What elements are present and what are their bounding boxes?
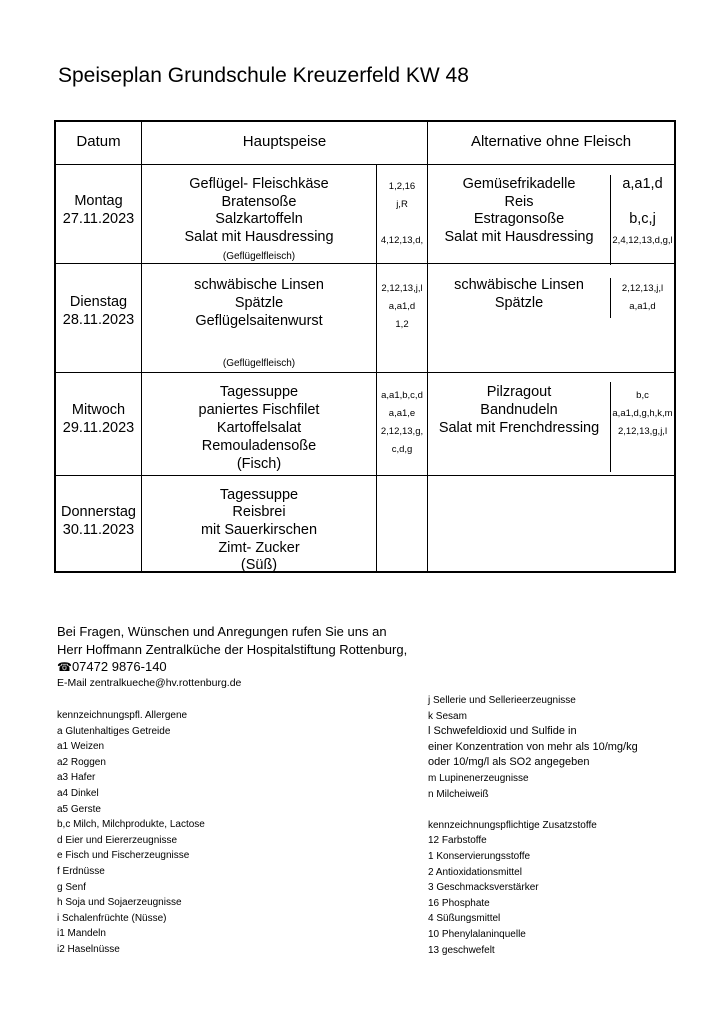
legend-item: m Lupinenerzeugnisse xyxy=(428,772,529,784)
legend-item: 3 Geschmacksverstärker xyxy=(428,882,539,894)
main-dish: Bratensoße xyxy=(221,194,297,210)
legend-item: i2 Haselnüsse xyxy=(57,943,120,955)
legend-item: oder 10/mg/l als SO2 angegeben xyxy=(428,756,590,769)
main-dish: Tagessuppe xyxy=(219,384,299,400)
legend-item: 10 Phenylalaninquelle xyxy=(428,928,526,940)
allergen-code: a,a1,d xyxy=(388,301,416,312)
legend-item: l Schwefeldioxid und Sulfide in xyxy=(428,725,577,738)
legend-item: a2 Roggen xyxy=(57,756,106,768)
legend-item: b,c Milch, Milchprodukte, Lactose xyxy=(57,819,205,831)
alt-dish: Bandnudeln xyxy=(480,402,558,418)
legend-item: 16 Phosphate xyxy=(428,897,490,909)
legend-item: i Schalenfrüchte (Nüsse) xyxy=(57,912,167,924)
main-dish: mit Sauerkirschen xyxy=(200,522,318,538)
contact-line: Bei Fragen, Wünschen und Anregungen rufen Sie uns an xyxy=(57,624,387,639)
main-dish: paniertes Fischfilet xyxy=(198,402,320,418)
legend-item: a Glutenhaltiges Getreide xyxy=(57,725,171,737)
day-date: 28.11.2023 xyxy=(62,312,135,328)
day-name: Mitwoch xyxy=(71,402,126,418)
table-row-divider xyxy=(54,475,676,476)
legend-item: n Milcheiweiß xyxy=(428,788,489,800)
table-divider-main-codes xyxy=(376,164,377,573)
day-name: Donnerstag xyxy=(61,504,136,520)
main-dish: (Süß) xyxy=(240,557,278,573)
legend-item: h Soja und Sojaerzeugnisse xyxy=(57,897,182,909)
main-dish: Salzkartoffeln xyxy=(215,211,303,227)
allergen-code: a,a1,d xyxy=(629,301,656,312)
alt-dish: Spätzle xyxy=(494,295,544,311)
main-dish: Geflügel- Fleischkäse xyxy=(189,176,329,192)
main-dish: Reisbrei xyxy=(232,504,286,520)
legend-item: f Erdnüsse xyxy=(57,865,105,877)
allergen-legend xyxy=(57,708,205,958)
allergen-code: 2,4,12,13,d,g,l xyxy=(612,235,673,246)
legend-item: einer Konzentration von mehr als 10/mg/kg xyxy=(428,740,638,753)
allergen-code: 4,12,13,d, xyxy=(380,235,424,246)
allergen-code: a,a1,d xyxy=(622,176,663,192)
legend-item: i1 Mandeln xyxy=(57,928,106,940)
allergen-code: 2,12,13,g, xyxy=(380,426,424,437)
table-row-divider xyxy=(54,372,676,373)
legend-item: k Sesam xyxy=(428,710,467,722)
legend-item: 12 Farbstoffe xyxy=(428,835,487,847)
page-title: Speiseplan Grundschule Kreuzerfeld KW 48 xyxy=(58,64,469,87)
alt-dish: Salat mit Frenchdressing xyxy=(438,420,600,436)
allergen-code: a,a1,e xyxy=(388,408,416,419)
day-name: Montag xyxy=(74,193,123,209)
main-dish: Remouladensoße xyxy=(201,438,317,454)
allergen-code: 1,2,16 xyxy=(388,181,416,192)
allergen-code: a,a1,b,c,d xyxy=(381,390,423,401)
allergen-code: j,R xyxy=(396,199,408,210)
legend-item xyxy=(428,802,638,818)
main-dish: Salat mit Hausdressing xyxy=(184,229,334,245)
legend-item: a1 Weizen xyxy=(57,741,105,753)
allergen-code: b,c xyxy=(636,390,649,401)
alt-dish: Salat mit Hausdressing xyxy=(444,229,594,245)
phone-number: 07472 9876-140 xyxy=(71,659,167,674)
table-row-divider xyxy=(54,164,676,165)
alt-dish: Estragonsoße xyxy=(473,211,565,227)
alt-dish: Gemüsefrikadelle xyxy=(462,176,576,192)
day-date: 27.11.2023 xyxy=(62,211,135,227)
allergen-code: b,c,j xyxy=(629,211,656,227)
header-main: Hauptspeise xyxy=(242,133,327,150)
legend-item: d Eier und Eiererzeugnisse xyxy=(57,834,178,846)
main-dish: Kartoffelsalat xyxy=(216,420,302,436)
table-border-top xyxy=(54,120,676,122)
allergen-code: a,a1,d,g,h,k,m xyxy=(612,408,673,419)
table-border-right xyxy=(674,120,676,573)
alt-dish: schwäbische Linsen xyxy=(454,277,584,293)
main-dish: Tagessuppe xyxy=(219,487,299,503)
telephone-icon: ☎ xyxy=(57,660,72,674)
main-note: (Geflügelfleisch) xyxy=(222,358,296,369)
alt-dish: Pilzragout xyxy=(486,384,552,400)
legend-item: 2 Antioxidationsmittel xyxy=(428,866,522,878)
main-dish: Geflügelsaitenwurst xyxy=(195,313,323,329)
day-date: 30.11.2023 xyxy=(62,522,135,538)
legend-item: 4 Süßungsmittel xyxy=(428,913,501,925)
legend-item: kennzeichnungspflichtige Zusatzstoffe xyxy=(428,819,597,831)
legend-item: a4 Dinkel xyxy=(57,787,99,799)
legend-item: e Fisch und Fischerzeugnisse xyxy=(57,850,190,862)
main-dish: (Fisch) xyxy=(236,456,282,472)
main-note: (Geflügelfleisch) xyxy=(222,251,296,262)
legend-item: 13 geschwefelt xyxy=(428,944,495,956)
legend-item: kennzeichnungspfl. Allergene xyxy=(57,710,188,721)
allergen-code: 2,12,13,g,j,l xyxy=(617,426,668,437)
legend-item: a5 Gerste xyxy=(57,803,101,815)
legend-item: a3 Hafer xyxy=(57,772,96,784)
header-date: Datum xyxy=(76,133,121,150)
main-dish: Zimt- Zucker xyxy=(218,540,300,556)
allergen-code: 2,12,13,j,l xyxy=(621,283,664,294)
header-alt: Alternative ohne Fleisch xyxy=(470,133,632,150)
contact-email: E-Mail zentralkueche@hv.rottenburg.de xyxy=(57,677,242,689)
main-dish: schwäbische Linsen xyxy=(194,277,324,293)
menu-table xyxy=(54,120,676,573)
allergen-code: c,d,g xyxy=(391,444,413,455)
day-date: 29.11.2023 xyxy=(62,420,135,436)
legend-item: j Sellerie und Sellerieerzeugnisse xyxy=(428,695,576,706)
alt-dish: Reis xyxy=(504,194,534,210)
allergen-code: 2,12,13,j,l xyxy=(381,283,423,294)
contact-line: Herr Hoffmann Zentralküche der Hospitalstiftung Rottenburg, xyxy=(57,642,408,657)
contact-phone xyxy=(57,659,167,674)
allergen-code: 1,2 xyxy=(395,319,409,330)
additive-legend xyxy=(428,693,638,958)
legend-item: 1 Konservierungsstoffe xyxy=(428,850,531,862)
main-dish: Spätzle xyxy=(234,295,284,311)
legend-item: g Senf xyxy=(57,881,86,893)
day-name: Dienstag xyxy=(69,294,128,310)
